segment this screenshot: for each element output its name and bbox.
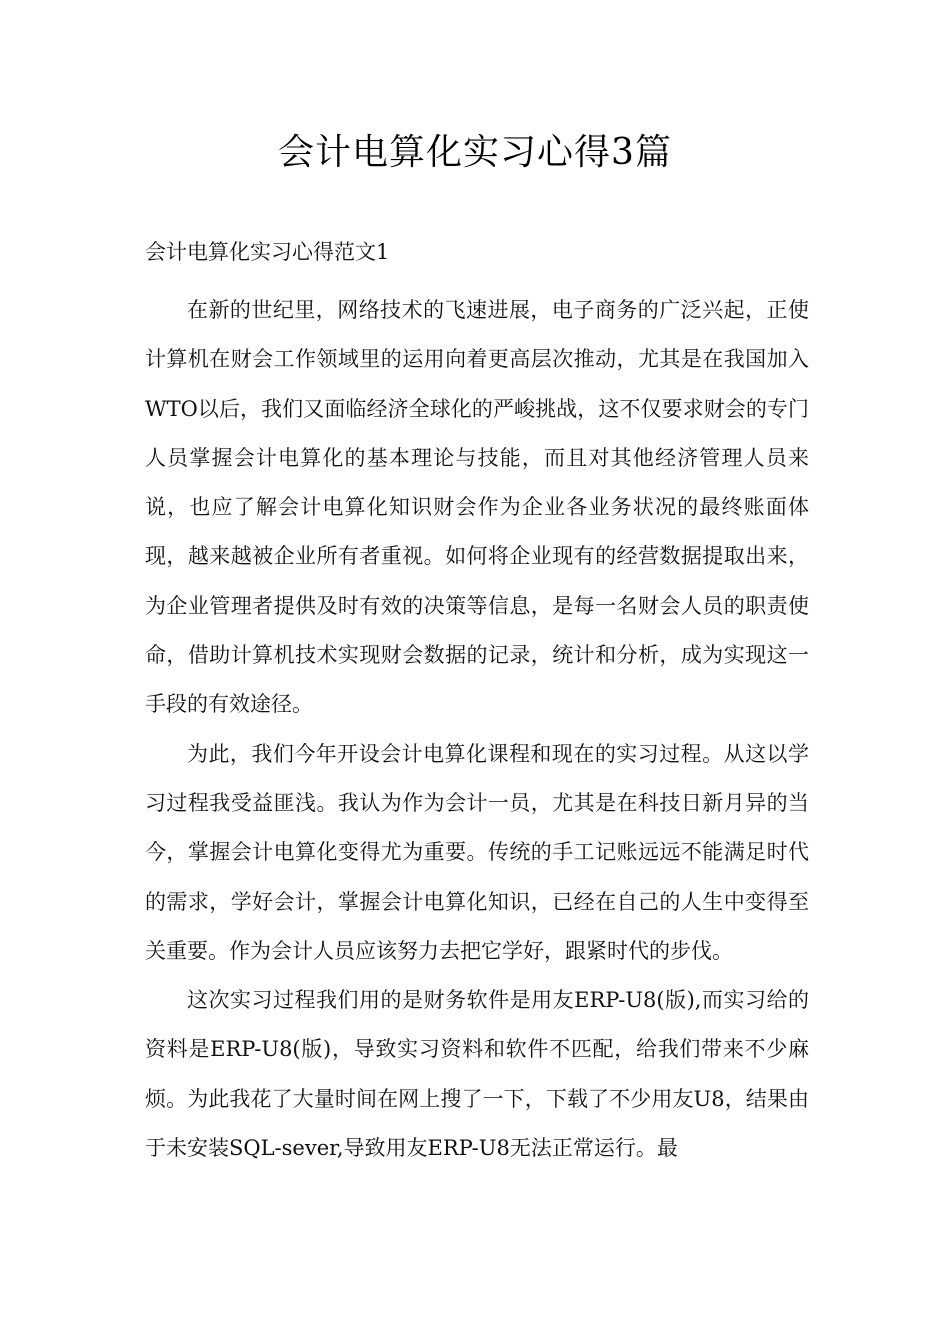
body-paragraph-1: 在新的世纪里，网络技术的飞速进展，电子商务的广泛兴起，正使计算机在财会工作领域里的运用向着更高层次推动，尤其是在我国加入WTO以后，我们又面临经济全球化的严峻挑战，这不仅要求财会的专门人员掌握会计电算化的基本理论与技能，而且对其他经济管理人员来说，也应了解会计电算化知识财会作为企业各业务状况的最终账面体现，越来越被企业所有者重视。如何将企业现有的经营数据提取出来，为企业管理者提供及时有效的决策等信息，是每一名财会人员的职责使命，借助计算机技术实现财会数据的记录，统计和分析，成为实现这一手段的有效途径。 <box>145 298 809 717</box>
document-title: 会计电算化实习心得3篇 <box>278 132 672 173</box>
body-paragraph-2: 为此，我们今年开设会计电算化课程和现在的实习过程。从这以学习过程我受益匪浅。我认为作为会计一员，尤其是在科技日新月异的当今，掌握会计电算化变得尤为重要。传统的手工记账远远不能满足时代的需求，学好会计，掌握会计电算化知识，已经在自己的人生中变得至关重要。作为会计人员应该努力去把它学好，跟紧时代的步伐。 <box>145 741 809 963</box>
document-body <box>145 232 809 1173</box>
section-subheading: 会计电算化实习心得范文1 <box>145 240 390 264</box>
body-paragraph-3: 这次实习过程我们用的是财务软件是用友ERP-U8(版),而实习给的资料是ERP-U8(版)，导致实习资料和软件不匹配，给我们带来不少麻烦。为此我花了大量时间在网上搜了一下，下载了不少用友U8，结果由于未安装SQL-sever,导致用友ERP-U8无法正常运行。最 <box>145 988 809 1161</box>
